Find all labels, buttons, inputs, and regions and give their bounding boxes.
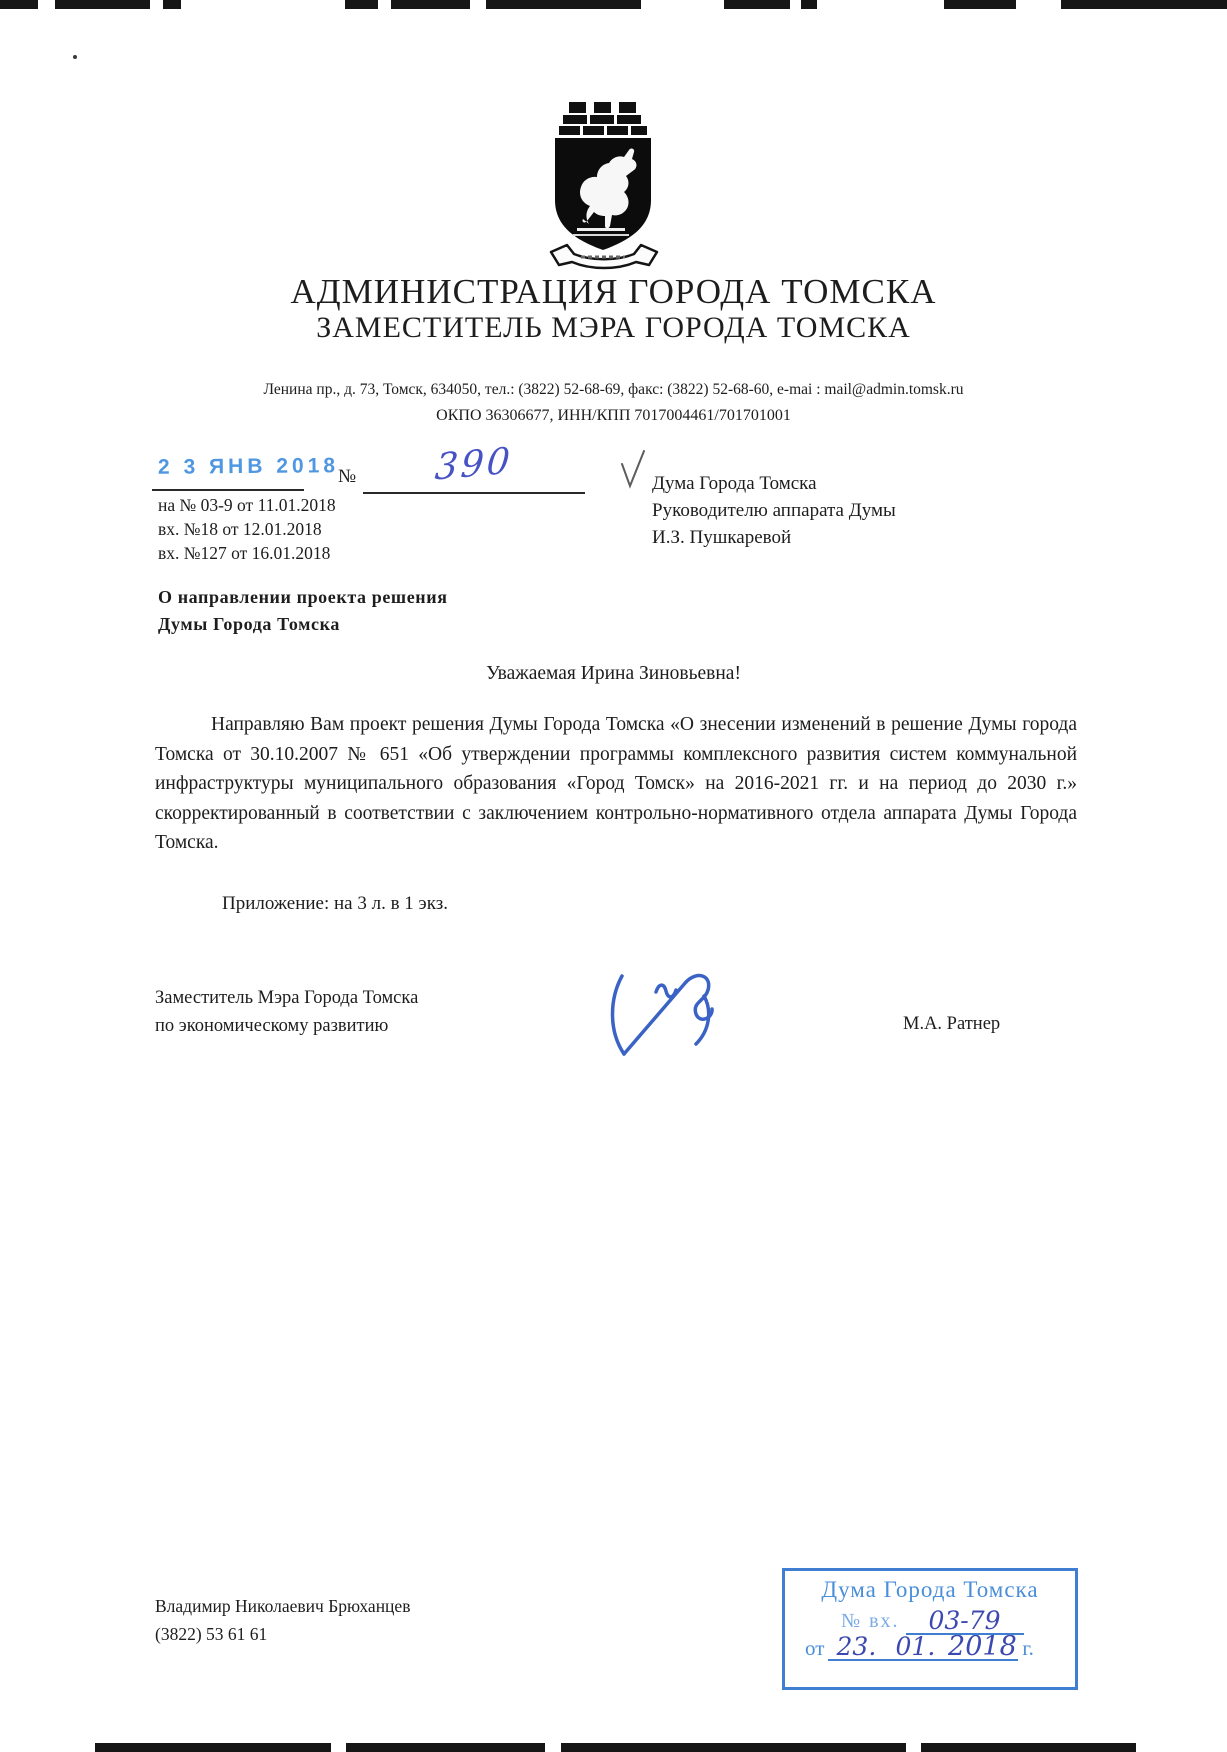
stamp-date-year-handwritten: 2018 <box>948 1631 1017 1662</box>
subject-line: Думы Города Томска <box>158 614 340 634</box>
org-name: АДМИНИСТРАЦИЯ ГОРОДА ТОМСКА <box>290 272 937 311</box>
reference-line: вх. №18 от 12.01.2018 <box>158 519 322 539</box>
dept-name: ЗАМЕСТИТЕЛЬ МЭРА ГОРОДА ТОМСКА <box>316 311 911 344</box>
date-underline <box>152 489 304 491</box>
salutation: Уважаемая Ирина Зиновьевна! <box>486 663 741 684</box>
reference-line: вх. №127 от 16.01.2018 <box>158 543 331 563</box>
signer-title-line: Заместитель Мэра Города Томска <box>155 988 419 1008</box>
stamp-date-label: от <box>805 1636 825 1660</box>
executor-name: Владимир Николаевич Брюханцев <box>155 1596 411 1616</box>
stamp-date-day-handwritten: 23. <box>828 1635 884 1661</box>
pencil-checkmark <box>618 448 648 492</box>
incoming-stamp <box>782 1568 1078 1690</box>
reference-line: на № 03-9 от 11.01.2018 <box>158 495 336 515</box>
signer-title-line: по экономическому развитию <box>155 1016 389 1036</box>
number-label: № <box>338 466 357 487</box>
okpo-line: ОКПО 36306677, ИНН/КПП 7017004461/701701001 <box>436 407 791 424</box>
signer-name: М.А. Ратнер <box>903 1014 1001 1034</box>
stamp-date-month-handwritten: 01. <box>884 1635 946 1661</box>
tomsk-coat-of-arms-icon <box>544 102 662 274</box>
stamp-number-label: № вх. <box>841 1610 900 1632</box>
number-handwritten: 390 <box>433 440 515 489</box>
date-stamp: 2 3 ЯНВ 2018 <box>157 454 340 479</box>
body-paragraph: Направляю Вам проект решения Думы Города Томска «О знесении изменений в решение Думы города Томска от 30.10.2007 № 651 «Об утверждении программы комплексного развития систем коммунальной инфраструктуры муниципального образования «Город Томск» на 2016-2021 гг. и на период до 2030 г.» скорректированный в соответствии с заключением контрольно-нормативного отдела аппарата Думы Города Томска. <box>155 714 1077 853</box>
handwritten-signature <box>600 962 750 1062</box>
stamp-date-suffix: г. <box>1022 1636 1034 1660</box>
stamp-org-name: Дума Города Томска <box>821 1577 1039 1602</box>
attachment-line: Приложение: на 3 л. в 1 экз. <box>222 893 448 914</box>
scan-speck <box>73 55 77 59</box>
recipient-org: Дума Города Томска <box>652 473 817 494</box>
executor-phone: (3822) 53 61 61 <box>155 1624 268 1644</box>
recipient-name: И.З. Пушкаревой <box>652 527 792 548</box>
recipient-title: Руководителю аппарата Думы <box>652 500 896 521</box>
scan-artifact-top-bar <box>0 0 1227 9</box>
number-underline <box>363 492 585 494</box>
subject-line: О направлении проекта решения <box>158 587 448 607</box>
stamp-number-handwritten: 03-79 <box>906 1609 1024 1635</box>
address-line: Ленина пр., д. 73, Томск, 634050, тел.: (3822) 52-68-69, факс: (3822) 52-68-60, e-mai : mail@admin.tomsk.ru <box>263 381 964 398</box>
scan-artifact-bottom-bar <box>0 1743 1227 1752</box>
